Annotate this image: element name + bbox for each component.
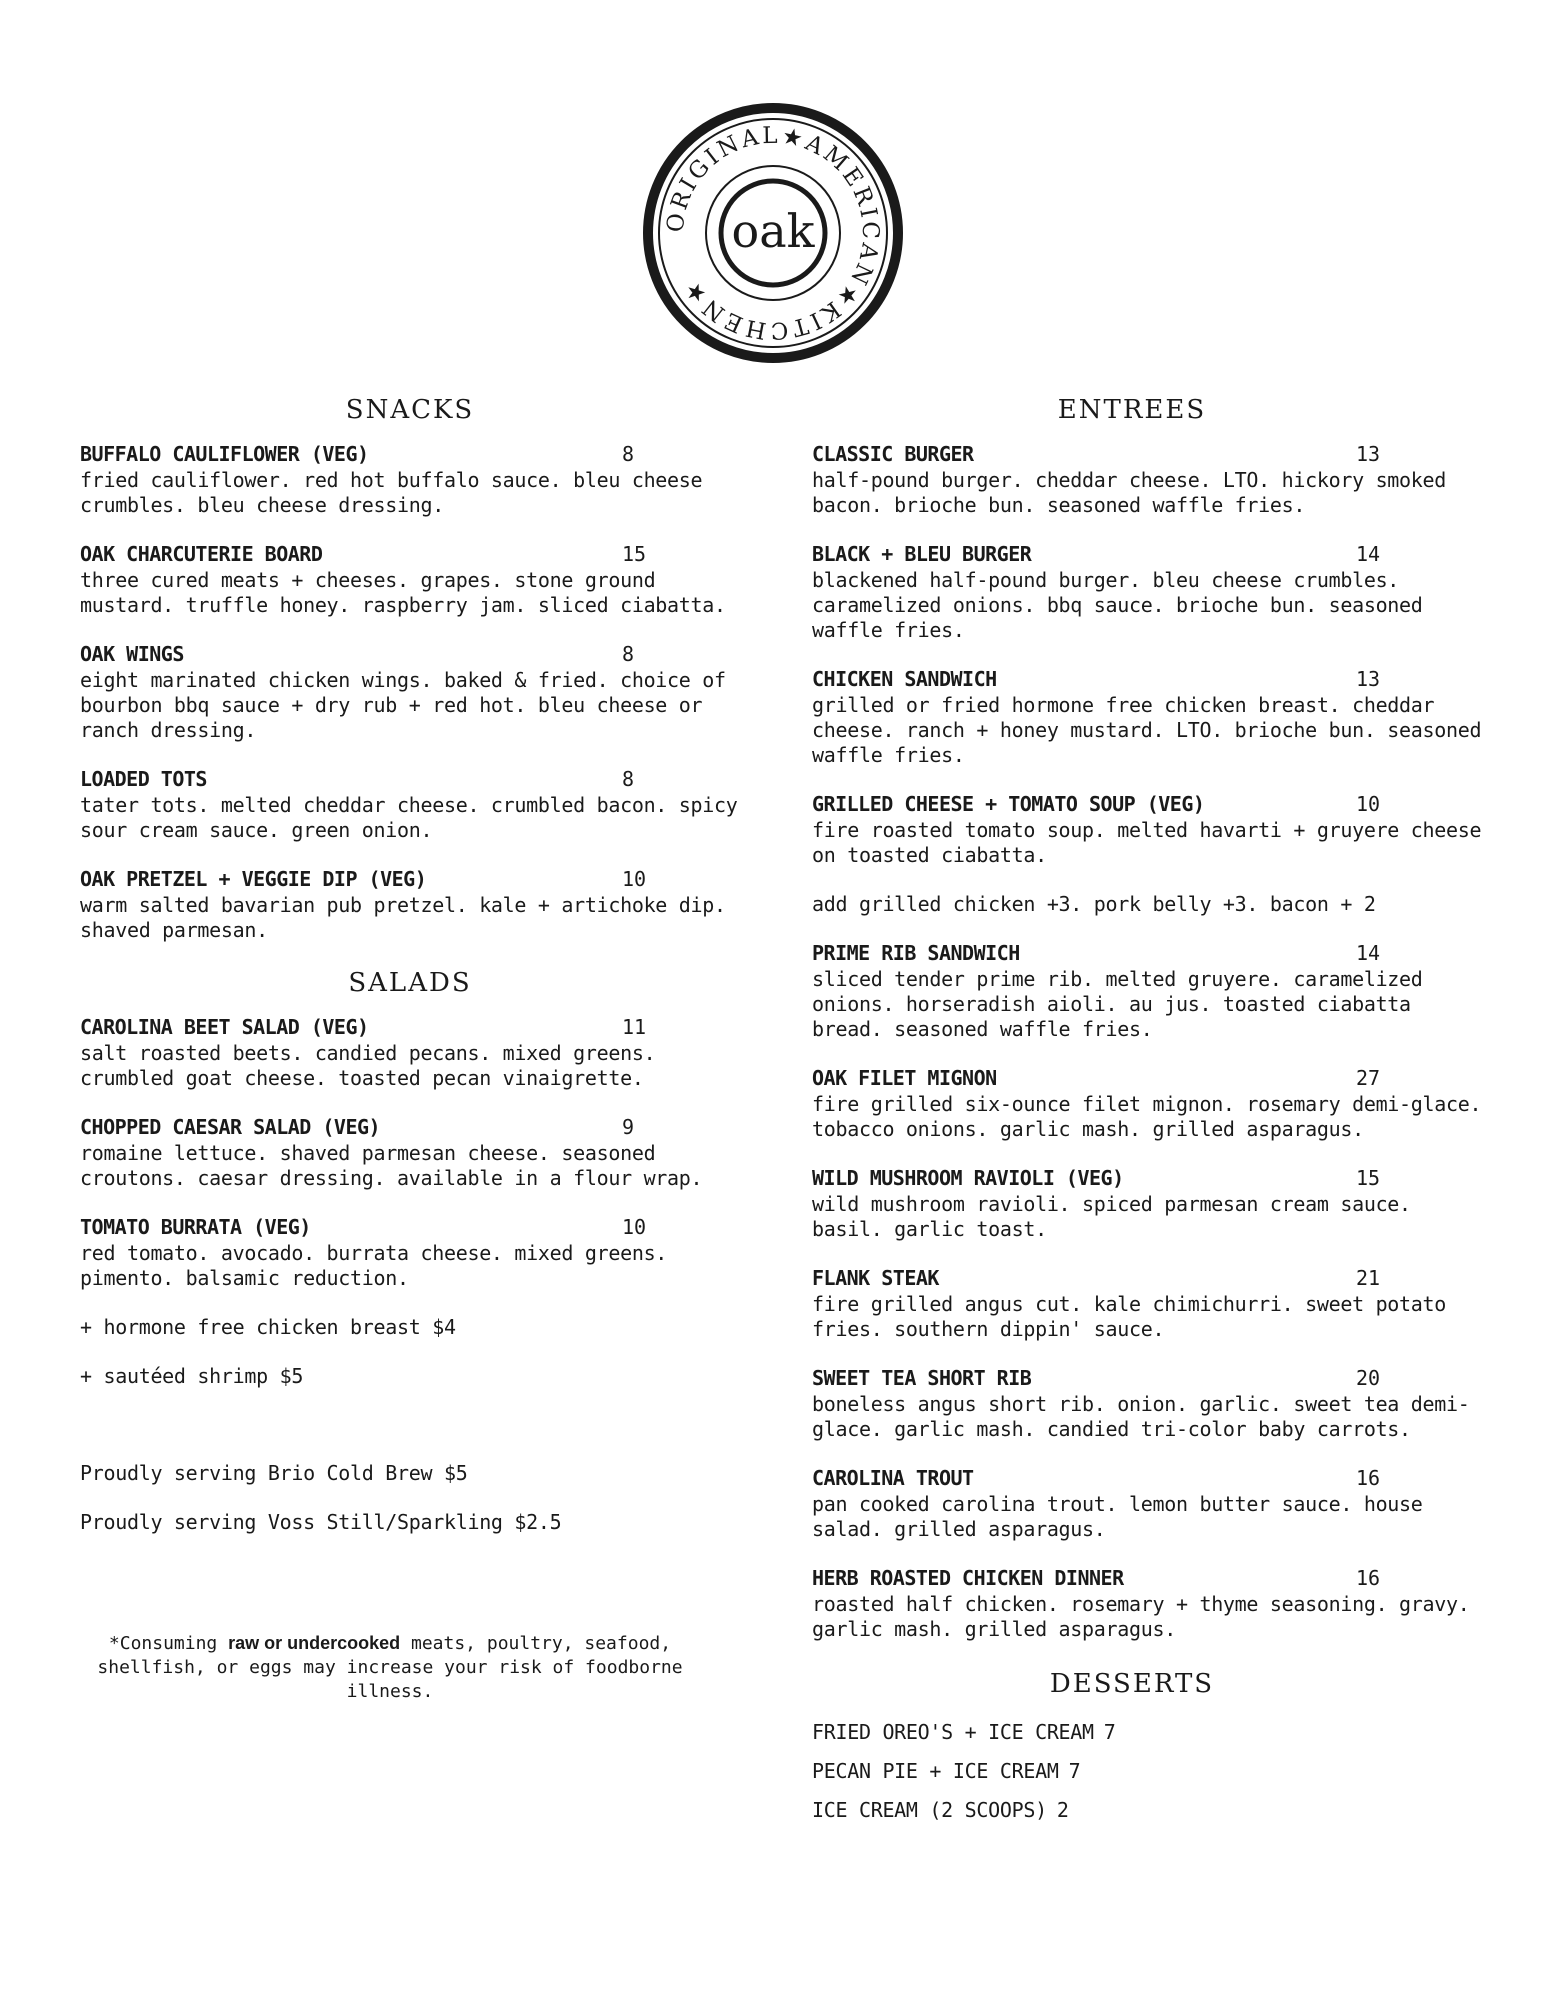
menu-item-header xyxy=(812,542,1492,568)
menu-item-price: 27 xyxy=(1356,1066,1381,1090)
menu-item-description: grilled or fried hormone free chicken breast. cheddar cheese. ranch + honey mustard. LTO. brioche bun. seasoned waffle fries. xyxy=(812,693,1482,767)
menu-item-header xyxy=(80,767,740,793)
menu-item-header xyxy=(812,1066,1492,1092)
menu-item-name: BUFFALO CAULIFLOWER (VEG) xyxy=(80,442,369,466)
menu-item xyxy=(812,442,1492,518)
menu-item-description: salt roasted beets. candied pecans. mixed greens. crumbled goat cheese. toasted pecan vinaigrette. xyxy=(80,1041,656,1090)
menu-item-description: three cured meats + cheeses. grapes. stone ground mustard. truffle honey. raspberry jam. sliced ciabatta. xyxy=(80,568,726,617)
menu-item xyxy=(812,1266,1492,1342)
menu-item xyxy=(80,867,740,943)
menu-item-header xyxy=(80,442,740,468)
dessert-item xyxy=(812,1798,1492,1823)
menu-item-description: eight marinated chicken wings. baked & fried. choice of bourbon bbq sauce + dry rub + red hot. bleu cheese or ranch dressing. xyxy=(80,668,726,742)
menu-item-description: blackened half-pound burger. bleu cheese crumbles. caramelized onions. bbq sauce. brioche bun. seasoned waffle fries. xyxy=(812,568,1423,642)
menu-item xyxy=(812,1566,1492,1642)
menu-item-name: PRIME RIB SANDWICH xyxy=(812,941,1020,965)
menu-item-header xyxy=(812,941,1492,967)
menu-item xyxy=(812,1466,1492,1542)
menu-item-name: SWEET TEA SHORT RIB xyxy=(812,1366,1032,1390)
entrees-title: ENTREES xyxy=(1057,395,1207,425)
dessert-name: ICE CREAM (2 SCOOPS) xyxy=(812,1798,1047,1822)
menu-item-description: fire grilled six-ounce filet mignon. rosemary demi-glace. tobacco onions. garlic mash. grilled asparagus. xyxy=(812,1092,1482,1141)
logo-ring-text: ORIGINAL★AMERICAN★KITCHEN★ xyxy=(662,122,884,344)
menu-item-name: BLACK + BLEU BURGER xyxy=(812,542,1032,566)
menu-item-header xyxy=(80,1215,740,1241)
menu-item-description: wild mushroom ravioli. spiced parmesan cream sauce. basil. garlic toast. xyxy=(812,1192,1411,1241)
menu-item-name: CAROLINA TROUT xyxy=(812,1466,974,1490)
menu-item xyxy=(812,792,1492,868)
salads-title: SALADS xyxy=(348,968,472,998)
right-column xyxy=(812,390,1492,1837)
menu-item-name: TOMATO BURRATA (VEG) xyxy=(80,1215,311,1239)
salad-addon-chicken: + hormone free chicken breast $4 xyxy=(80,1315,456,1339)
beverage-voss: Proudly serving Voss Still/Sparkling $2.5 xyxy=(80,1510,562,1534)
menu-item-name: CHICKEN SANDWICH xyxy=(812,667,997,691)
snacks-list xyxy=(80,442,740,943)
entree-addon: add grilled chicken +3. pork belly +3. bacon + 2 xyxy=(812,892,1376,916)
menu-item-name: LOADED TOTS xyxy=(80,767,207,791)
menu-item-price: 10 xyxy=(622,867,647,891)
menu-item-price: 13 xyxy=(1356,442,1381,466)
menu-item-header xyxy=(812,1366,1492,1392)
salad-addon-shrimp: + sautéed shrimp $5 xyxy=(80,1364,304,1388)
menu-item-header xyxy=(812,667,1492,693)
menu-item-description: romaine lettuce. shaved parmesan cheese. seasoned croutons. caesar dressing. available in a flour wrap. xyxy=(80,1141,703,1190)
menu-item-price: 9 xyxy=(622,1115,635,1139)
menu-item-name: OAK FILET MIGNON xyxy=(812,1066,997,1090)
menu-item-name: CAROLINA BEET SALAD (VEG) xyxy=(80,1015,369,1039)
menu-item-description: fire grilled angus cut. kale chimichurri. sweet potato fries. southern dippin' sauce. xyxy=(812,1292,1447,1341)
menu-item xyxy=(80,542,740,618)
menu-item-description: roasted half chicken. rosemary + thyme seasoning. gravy. garlic mash. grilled asparagus. xyxy=(812,1592,1470,1641)
menu-item xyxy=(812,1366,1492,1442)
menu-item-price: 14 xyxy=(1356,542,1381,566)
menu-item-description: warm salted bavarian pub pretzel. kale + artichoke dip. shaved parmesan. xyxy=(80,893,726,942)
logo-oak-text: oak xyxy=(731,204,815,258)
menu-item-price: 8 xyxy=(622,442,635,466)
menu-item-name: WILD MUSHROOM RAVIOLI (VEG) xyxy=(812,1166,1124,1190)
menu-item-header xyxy=(812,1466,1492,1492)
menu-item-description: half-pound burger. cheddar cheese. LTO. hickory smoked bacon. brioche bun. seasoned waffle fries. xyxy=(812,468,1447,517)
menu-item xyxy=(812,1066,1492,1142)
menu-item-name: FLANK STEAK xyxy=(812,1266,939,1290)
menu-item xyxy=(812,542,1492,643)
menu-item-description: tater tots. melted cheddar cheese. crumbled bacon. spicy sour cream sauce. green onion. xyxy=(80,793,738,842)
menu-item-price: 10 xyxy=(622,1215,647,1239)
menu-item-price: 13 xyxy=(1356,667,1381,691)
dessert-name: PECAN PIE + ICE CREAM xyxy=(812,1759,1059,1783)
menu-item-header xyxy=(80,642,740,668)
menu-item xyxy=(80,1115,740,1191)
desserts-list xyxy=(812,1720,1492,1823)
menu-item-description: pan cooked carolina trout. lemon butter sauce. house salad. grilled asparagus. xyxy=(812,1492,1423,1541)
menu-item-description: red tomato. avocado. burrata cheese. mixed greens. pimento. balsamic reduction. xyxy=(80,1241,668,1290)
menu-item-description: boneless angus short rib. onion. garlic. sweet tea demi-glace. garlic mash. candied tri-color baby carrots. xyxy=(812,1392,1470,1441)
menu-item-header xyxy=(80,542,740,568)
menu-item-name: HERB ROASTED CHICKEN DINNER xyxy=(812,1566,1124,1590)
menu-item-description: fire roasted tomato soup. melted havarti + gruyere cheese on toasted ciabatta. xyxy=(812,818,1482,867)
menu-item-price: 8 xyxy=(622,767,635,791)
oak-logo xyxy=(640,100,906,366)
menu-item-header xyxy=(812,1266,1492,1292)
dessert-item xyxy=(812,1720,1492,1745)
menu-item-name: CHOPPED CAESAR SALAD (VEG) xyxy=(80,1115,381,1139)
menu-item xyxy=(80,442,740,518)
menu-item-price: 16 xyxy=(1356,1466,1381,1490)
menu-item-price: 16 xyxy=(1356,1566,1381,1590)
menu-item-header xyxy=(80,867,740,893)
dessert-name: FRIED OREO'S + ICE CREAM xyxy=(812,1720,1094,1744)
menu-item-price: 21 xyxy=(1356,1266,1381,1290)
disclaimer: *Consuming raw or undercooked meats, poultry, seafood, shellfish, or eggs may increase your risk of foodborne illness. xyxy=(97,1633,683,1702)
menu-item-name: OAK WINGS xyxy=(80,642,184,666)
menu-item-header xyxy=(80,1115,740,1141)
menu-item-price: 14 xyxy=(1356,941,1381,965)
menu-item-name: OAK CHARCUTERIE BOARD xyxy=(80,542,323,566)
entrees-list-continued xyxy=(812,941,1492,1642)
dessert-price: 7 xyxy=(1103,1720,1116,1744)
snacks-title: SNACKS xyxy=(345,395,475,425)
menu-item-price: 8 xyxy=(622,642,635,666)
menu-item-name: CLASSIC BURGER xyxy=(812,442,974,466)
menu-item-name: OAK PRETZEL + VEGGIE DIP (VEG) xyxy=(80,867,427,891)
menu-item xyxy=(80,642,740,743)
menu-item-price: 11 xyxy=(622,1015,647,1039)
menu-item-price: 20 xyxy=(1356,1366,1381,1390)
left-column xyxy=(80,390,740,1704)
dessert-item xyxy=(812,1759,1492,1784)
menu-item-price: 15 xyxy=(622,542,647,566)
menu-item-header xyxy=(812,1166,1492,1192)
menu-item-name: GRILLED CHEESE + TOMATO SOUP (VEG) xyxy=(812,792,1205,816)
desserts-title: DESSERTS xyxy=(1049,1669,1215,1699)
menu-item-description: sliced tender prime rib. melted gruyere. caramelized onions. horseradish aioli. au jus. toasted ciabatta bread. seasoned waffle fries. xyxy=(812,967,1423,1041)
menu-item-header xyxy=(80,1015,740,1041)
menu-item xyxy=(812,1166,1492,1242)
menu-item-header xyxy=(812,792,1492,818)
dessert-price: 7 xyxy=(1068,1759,1081,1783)
menu-item xyxy=(80,1215,740,1291)
menu-item xyxy=(80,1015,740,1091)
menu-item xyxy=(812,941,1492,1042)
menu-item-description: fried cauliflower. red hot buffalo sauce. bleu cheese crumbles. bleu cheese dressing. xyxy=(80,468,703,517)
menu-item xyxy=(80,767,740,843)
menu-item xyxy=(812,667,1492,768)
menu-item-header xyxy=(812,442,1492,468)
oak-logo-seal xyxy=(640,100,906,366)
salads-list xyxy=(80,1015,740,1291)
menu-item-price: 15 xyxy=(1356,1166,1381,1190)
dessert-price: 2 xyxy=(1056,1798,1069,1822)
entrees-list xyxy=(812,442,1492,868)
beverage-cold-brew: Proudly serving Brio Cold Brew $5 xyxy=(80,1461,468,1485)
menu-item-header xyxy=(812,1566,1492,1592)
menu-item-price: 10 xyxy=(1356,792,1381,816)
